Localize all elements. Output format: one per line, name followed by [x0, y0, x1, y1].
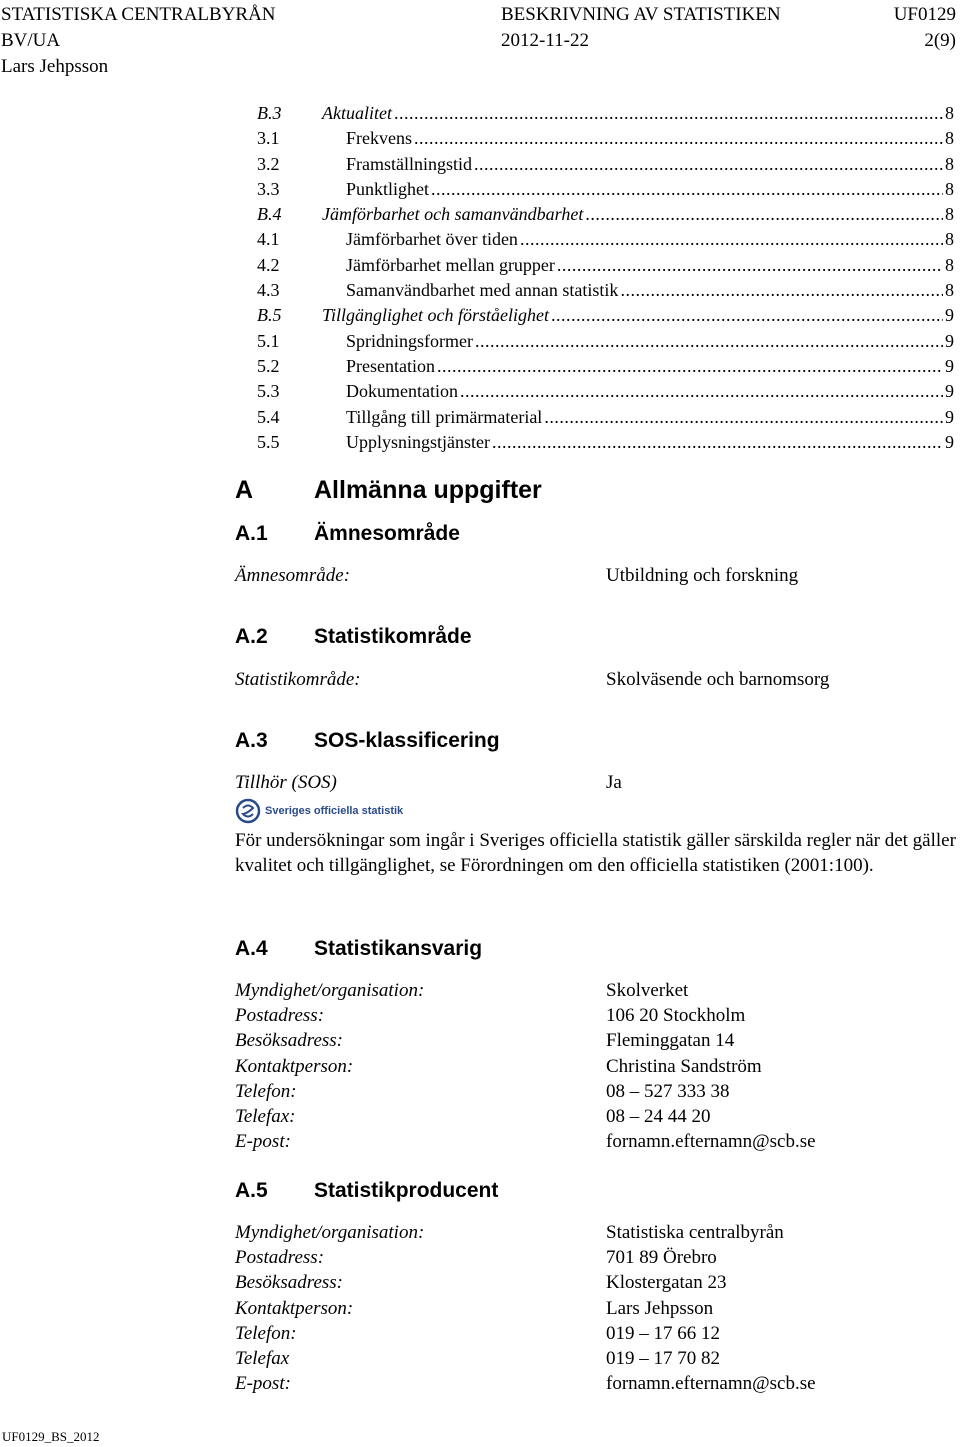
toc-number: 5.2: [257, 355, 280, 376]
contact-value: 08 – 527 333 38: [606, 1080, 730, 1102]
contact-label: Postadress:: [235, 1247, 325, 1269]
toc-number: 4.2: [257, 254, 280, 275]
contact-value: fornamn.efternamn@scb.se: [606, 1373, 816, 1395]
toc-entry[interactable]: [257, 126, 954, 151]
toc-entry[interactable]: [257, 227, 954, 252]
field-label: Statistikområde:: [235, 669, 361, 690]
toc-leader: [557, 253, 943, 278]
toc-leader: [460, 379, 943, 404]
toc-title: Aktualitet: [322, 103, 392, 123]
toc-number: 4.3: [257, 280, 280, 301]
toc-title: Upplysningstjänster: [346, 431, 490, 452]
footer-code: UF0129_BS_2012: [2, 1429, 100, 1444]
section-number: A: [235, 476, 254, 504]
field-value: Ja: [606, 772, 622, 793]
contact-value: 019 – 17 66 12: [606, 1322, 720, 1344]
contact-value: Christina Sandström: [606, 1055, 762, 1077]
toc-title: Presentation: [346, 355, 435, 376]
toc-leader: [544, 405, 943, 430]
section-number: A.2: [235, 625, 268, 648]
toc-page-number: 8: [945, 254, 954, 275]
contact-value: 08 – 24 44 20: [606, 1106, 711, 1127]
header-row-1: [0, 2, 960, 27]
contact-label: Besöksadress:: [235, 1030, 343, 1052]
contact-label: Telefax: [235, 1348, 290, 1369]
sos-paragraph: För undersökningar som ingår i Sveriges officiella statistik gäller särskilda regler när det gäller kvalitet och tillgänglighet, se Förordningen om den officiella statistiken (2001:100).: [235, 830, 956, 876]
header-author: Lars Jehpsson: [1, 56, 109, 77]
toc-number: 5.1: [257, 330, 280, 351]
section-title: SOS-klassificering: [314, 729, 500, 752]
toc-page-number: 9: [945, 406, 954, 427]
toc-title: Jämförbarhet och samanvändbarhet: [322, 204, 584, 225]
toc-number: 5.4: [257, 406, 280, 427]
toc-page-number: 8: [945, 280, 954, 301]
toc-title: Dokumentation: [346, 381, 458, 402]
contact-value: Lars Jehpsson: [606, 1297, 714, 1319]
contact-value: Statistiska centralbyrån: [606, 1222, 784, 1243]
toc-page-number: 9: [945, 381, 954, 402]
contact-value: Klostergatan 23: [606, 1272, 727, 1294]
toc-number: 5.5: [257, 431, 280, 452]
toc-title: Spridningsformer: [346, 330, 473, 351]
contact-label: Postadress:: [235, 1005, 325, 1027]
toc-title: Punktlighet: [346, 178, 430, 199]
header-doc-type: BESKRIVNING AV STATISTIKEN: [501, 4, 781, 25]
header-date: 2012-11-22: [501, 30, 589, 51]
toc-page-number: 8: [945, 229, 954, 250]
section-title: Statistikproducent: [314, 1179, 499, 1202]
field-label: Tillhör (SOS): [235, 772, 337, 793]
toc-page-number: 9: [945, 431, 954, 452]
toc-page-number: 8: [945, 103, 954, 123]
toc-leader: [475, 329, 943, 354]
toc-page-number: 8: [945, 128, 954, 149]
toc-number: 5.3: [257, 381, 280, 402]
toc-title: Frekvens: [346, 128, 412, 149]
toc-entry[interactable]: [257, 303, 954, 328]
contact-value: fornamn.efternamn@scb.se: [606, 1131, 816, 1153]
toc-number: B.4: [257, 204, 282, 225]
toc-leader: [394, 101, 943, 126]
section-title: Statistikområde: [314, 625, 472, 648]
header-row-3: [0, 54, 960, 79]
toc-leader: [431, 177, 943, 202]
toc-leader: [551, 303, 943, 328]
toc-title: Jämförbarhet mellan grupper: [346, 254, 555, 275]
contact-label: Myndighet/organisation:: [235, 1222, 425, 1243]
toc-leader: [492, 430, 943, 455]
header-row-2: [0, 28, 960, 53]
toc-number: 3.2: [257, 153, 280, 174]
toc-number: 3.3: [257, 178, 280, 199]
contact-label: Telefon:: [235, 1322, 297, 1344]
header-doc-code: UF0129: [893, 4, 956, 25]
toc-leader: [474, 152, 943, 177]
toc-entry[interactable]: [257, 152, 954, 177]
contact-label: E-post:: [235, 1131, 291, 1153]
toc-title: Tillgänglighet och förståelighet: [322, 305, 549, 326]
contact-label: Myndighet/organisation:: [235, 980, 425, 1001]
toc-number: 4.1: [257, 229, 280, 250]
contact-label: Besöksadress:: [235, 1272, 343, 1294]
contact-label: Telefax:: [235, 1106, 296, 1127]
table-of-contents: [257, 101, 954, 455]
contact-value: 701 89 Örebro: [606, 1247, 717, 1269]
toc-leader: [437, 354, 943, 379]
toc-entry[interactable]: [257, 177, 954, 202]
field-label: Ämnesområde:: [235, 565, 351, 586]
toc-number: 3.1: [257, 128, 280, 149]
toc-number: B.5: [257, 305, 282, 326]
toc-title: Jämförbarhet över tiden: [346, 229, 518, 250]
toc-page-number: 9: [945, 330, 954, 351]
toc-entry[interactable]: [257, 202, 954, 227]
toc-title: Tillgång till primärmaterial: [346, 406, 543, 427]
contact-value: 106 20 Stockholm: [606, 1005, 746, 1027]
contact-value: Skolverket: [606, 980, 689, 1001]
toc-page-number: 8: [945, 153, 954, 174]
toc-page-number: 8: [945, 178, 954, 199]
contact-label: E-post:: [235, 1373, 291, 1395]
section-number: A.5: [235, 1179, 268, 1202]
sos-logo-icon: [235, 798, 261, 824]
contact-value: 019 – 17 70 82: [606, 1348, 720, 1369]
header-org: STATISTISKA CENTRALBYRÅN: [1, 4, 276, 25]
toc-entry[interactable]: [257, 405, 954, 430]
field-value: Skolväsende och barnomsorg: [606, 669, 830, 690]
section-number: A.1: [235, 522, 268, 545]
section-title: Ämnesområde: [314, 522, 460, 545]
contact-label: Kontaktperson:: [235, 1297, 354, 1319]
section-title: Allmänna uppgifter: [314, 476, 542, 504]
header-unit: BV/UA: [1, 30, 61, 51]
toc-leader: [585, 202, 943, 227]
section-title: Statistikansvarig: [314, 937, 483, 960]
contact-value: Fleminggatan 14: [606, 1030, 735, 1052]
toc-entry[interactable]: [257, 354, 954, 379]
sos-logo: [235, 797, 403, 825]
header-page: 2(9): [924, 30, 956, 51]
toc-entry[interactable]: [257, 329, 954, 354]
toc-entry[interactable]: [257, 101, 954, 126]
toc-leader: [620, 278, 943, 303]
toc-page-number: 9: [945, 355, 954, 376]
field-value: Utbildning och forskning: [606, 565, 799, 586]
toc-page-number: 9: [945, 305, 954, 326]
toc-entry[interactable]: [257, 253, 954, 278]
section-number: A.4: [235, 937, 268, 960]
toc-title: Framställningstid: [346, 153, 472, 174]
toc-number: B.3: [257, 103, 282, 123]
section-number: A.3: [235, 729, 268, 752]
toc-entry[interactable]: [257, 278, 954, 303]
toc-leader: [414, 126, 943, 151]
sos-logo-text: Sveriges officiella statistik: [265, 805, 404, 817]
contact-label: Telefon:: [235, 1080, 297, 1102]
toc-leader: [520, 227, 943, 252]
toc-entry[interactable]: [257, 430, 954, 455]
contact-label: Kontaktperson:: [235, 1055, 354, 1077]
toc-page-number: 8: [945, 204, 954, 225]
toc-title: Samanvändbarhet med annan statistik: [346, 280, 619, 301]
toc-entry[interactable]: [257, 379, 954, 404]
